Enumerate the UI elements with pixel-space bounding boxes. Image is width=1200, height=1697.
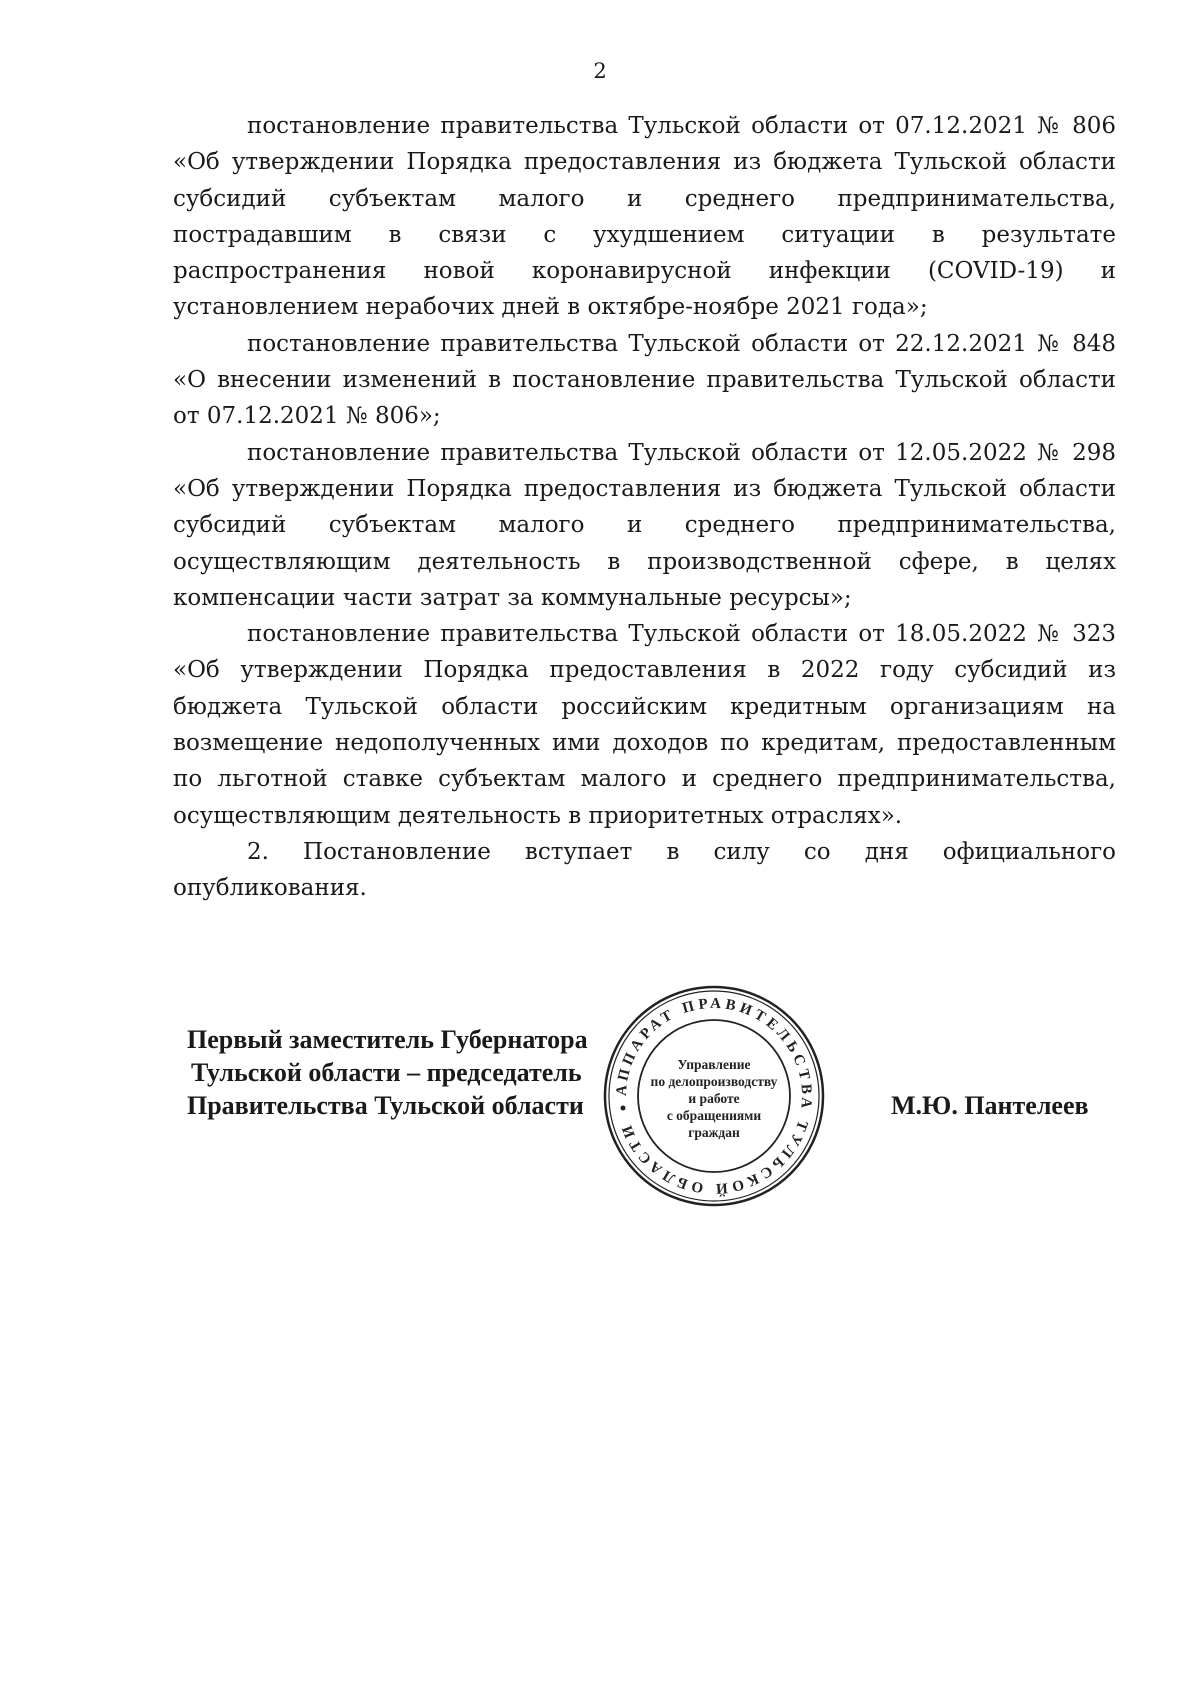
signatory-position-line: Первый заместитель Губернатора (187, 1025, 588, 1054)
paragraph-resolution-848: постановление правительства Тульской области от 22.12.2021 № 848 «О внесении изменений в постановление правительства Тульской области от 07.12.2021 № 806»; (173, 330, 1116, 430)
stamp-dot (621, 1106, 626, 1111)
official-stamp (601, 983, 827, 1209)
stamp-center-line: Управление (677, 1057, 751, 1072)
stamp-center-line: с обращениями (666, 1108, 762, 1123)
signatory-position-line: Правительства Тульской области (187, 1091, 584, 1120)
stamp-ring-textpath: АППАРАТ ПРАВИТЕЛЬСТВА ТУЛЬСКОЙ ОБЛАСТИ (613, 995, 815, 1197)
page-number: 2 (593, 59, 607, 83)
signatory-position-line: Тульской области – председатель (191, 1058, 582, 1087)
signatory-name: М.Ю. Пантелеев (891, 1091, 1089, 1120)
stamp-center-line: и работе (688, 1091, 740, 1106)
paragraph-resolution-298: постановление правительства Тульской области от 12.05.2022 № 298 «Об утверждении Порядка предоставления из бюджета Тульской области субсидий субъектам малого и среднего предпринимательства, осуществляющим деятельность в производственной сфере, в целях компенсации части затрат за коммунальные ресурсы»; (173, 439, 1116, 611)
paragraph-effective-date: 2. Постановление вступает в силу со дня официального опубликования. (173, 838, 1116, 902)
stamp-center-line: по делопроизводству (650, 1074, 778, 1089)
paragraph-resolution-806: постановление правительства Тульской области от 07.12.2021 № 806 «Об утверждении Порядка предоставления из бюджета Тульской области субсидий субъектам малого и среднего предпринимательства, пострадавшим в связи с ухудшением ситуации в результате распространения новой коронавирусной инфекции (COVID-19) и установлением нерабочих дней в октябре-ноябре 2021 года»; (173, 113, 1116, 321)
signatory-position (187, 1023, 588, 1122)
paragraph-resolution-323: постановление правительства Тульской области от 18.05.2022 № 323 «Об утверждении Порядка предоставления в 2022 году субсидий из бюджета Тульской области российским кредитным организациям на возмещение недополученных ими доходов по кредитам, предоставленным по льготной ставке субъектам малого и среднего предпринимательства, осуществляющим деятельность в приоритетных отраслях». (173, 621, 1116, 829)
stamp-center-line: граждан (688, 1125, 740, 1140)
document-body (173, 108, 1116, 907)
